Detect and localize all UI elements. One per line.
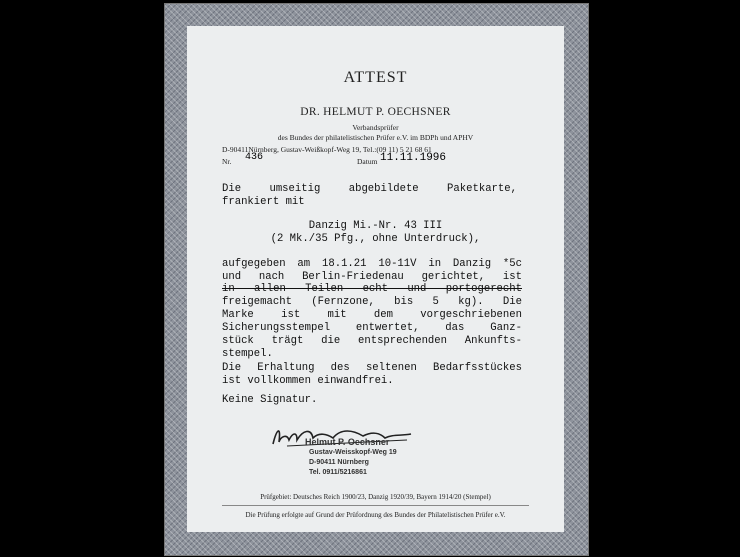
body-text-line: Sicherungsstempel entwertet, das Ganz- [222, 322, 522, 334]
body-text-line: in allen Teilen echt und portogerecht [222, 283, 522, 295]
footer-divider [222, 505, 529, 506]
signatur-note: Keine Signatur. [222, 394, 318, 406]
certificate-number: 436 [245, 152, 264, 163]
stamp-city: D-90411 Nürnberg [309, 459, 369, 466]
certificate-date: 11.11.1996 [380, 152, 447, 164]
examination-scope: Prüfgebiet: Deutsches Reich 1900/23, Danzig 1920/39, Bayern 1914/20 (Stempel) [260, 493, 491, 501]
body-text-line: und nach Berlin-Friedenau gerichtet, ist [222, 271, 522, 283]
body-line-2: frankiert mit [222, 196, 305, 208]
body-line-1: Die umseitig abgebildete Paketkarte, [222, 183, 517, 195]
examiner-role: Verbandsprüfer [352, 123, 399, 132]
regulation-note: Die Prüfung erfolgte auf Grund der Prüfordnung des Bundes der Philatelistischen Prüfer e.V. [245, 511, 506, 519]
body-text-line: freigemacht (Fernzone, bis 5 kg). Die [222, 296, 522, 308]
number-label: Nr. [222, 157, 232, 166]
date-label: Datum [357, 157, 378, 166]
condition-line-2: ist vollkommen einwandfrei. [222, 375, 394, 387]
certificate-title: ATTEST [343, 69, 408, 86]
stamp-description: (2 Mk./35 Pfg., ohne Unterdruck), [270, 233, 481, 245]
body-text-line: aufgegeben am 18.1.21 10-11V in Danzig *5c [222, 258, 522, 270]
examiner-address: D-90411Nürnberg, Gustav-Weißkopf-Weg 19, Tel.:(09 11) 5 21 68 61 [222, 145, 432, 154]
examiner-association: des Bundes der philatelistischen Prüfer e.V. im BDPh und APHV [277, 133, 474, 142]
stamp-street: Gustav-Weisskopf-Weg 19 [309, 449, 397, 456]
body-text-line: Marke ist mit dem vorgeschriebenen [222, 309, 522, 321]
examiner-name: DR. HELMUT P. OECHSNER [300, 106, 451, 118]
signature-stamp [267, 422, 427, 480]
stamp-phone: Tel. 0911/5216861 [309, 469, 367, 476]
stamp-name: Helmut P. Oechsner [305, 437, 390, 447]
condition-line-1: Die Erhaltung des seltenen Bedarfsstückes [222, 362, 522, 374]
certificate-sheet [164, 3, 589, 556]
certificate-panel [187, 26, 564, 532]
stamp-catalog-number: Danzig Mi.-Nr. 43 III [308, 220, 443, 232]
body-text-line: stück trägt die entsprechenden Ankunfts- [222, 335, 522, 347]
body-text-line: stempel. [222, 348, 273, 360]
